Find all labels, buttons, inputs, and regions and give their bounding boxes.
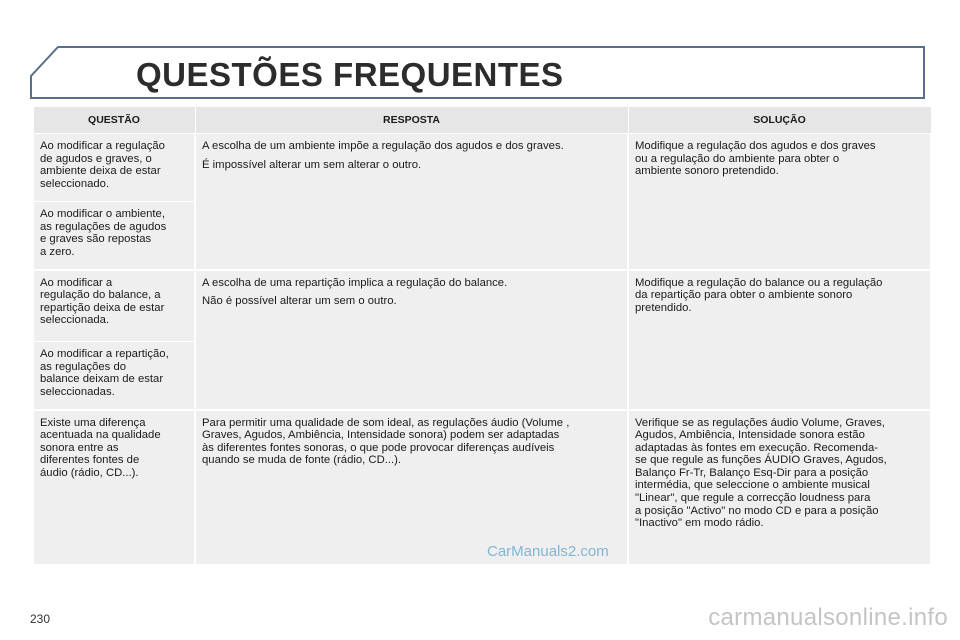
- question-line: de agudos e graves, o: [40, 152, 152, 165]
- table-row: [33, 270, 931, 342]
- solution-line: Verifique se as regulações áudio Volume, Graves,: [635, 416, 885, 429]
- solution-line: da repartição para obter o ambiente sonoro: [635, 289, 853, 302]
- question-line: Ao modificar a regulação: [40, 140, 165, 152]
- question-line: seleccionado.: [40, 177, 110, 190]
- answer-line: Graves, Agudos, Ambiência, Intensidade sonora) podem ser adaptadas: [202, 429, 560, 442]
- footer-watermark: carmanualsonline.info: [708, 604, 948, 631]
- column-header-solucao: SOLUÇÃO: [628, 107, 931, 134]
- solution-line: pretendido.: [635, 301, 692, 314]
- solution-cell: [628, 410, 931, 565]
- answer-cell: [195, 410, 628, 565]
- solution-line: ou a regulação do ambiente para obter o: [635, 152, 840, 165]
- answer-line: Não é possível alterar um sem o outro.: [202, 295, 397, 308]
- question-line: a zero.: [40, 245, 75, 258]
- question-line: Existe uma diferença: [40, 416, 146, 429]
- question-line: repartição deixa de estar: [40, 301, 165, 314]
- page-title: QUESTÕES FREQUENTES: [136, 56, 564, 93]
- question-line: regulação do balance, a: [40, 289, 161, 302]
- question-line: balance deixam de estar: [40, 373, 164, 386]
- solution-line: ambiente sonoro pretendido.: [635, 165, 779, 178]
- faq-table: [32, 106, 932, 565]
- question-line: Ao modificar a: [40, 276, 113, 289]
- table-header-row: [33, 107, 931, 134]
- question-cell: [33, 270, 195, 342]
- solution-cell: [628, 134, 931, 270]
- question-line: as regulações de agudos: [40, 220, 167, 233]
- solution-cell: [628, 270, 931, 410]
- answer-line: quando se muda de fonte (rádio, CD...).: [202, 454, 402, 467]
- question-line: as regulações do: [40, 360, 127, 373]
- question-line: Ao modificar o ambiente,: [40, 208, 165, 220]
- solution-line: intermédia, que seleccione o ambiente musical: [635, 479, 870, 492]
- watermark-link[interactable]: CarManuals2.com: [487, 543, 609, 560]
- solution-line: "Linear", que regule a correcção loudness para: [635, 492, 871, 505]
- answer-line: É impossível alterar um sem alterar o outro.: [202, 158, 422, 171]
- column-header-resposta: RESPOSTA: [195, 107, 628, 134]
- question-line: acentuada na qualidade: [40, 429, 161, 442]
- page-number: 230: [30, 612, 51, 626]
- answer-line: Para permitir uma qualidade de som ideal, as regulações áudio (Volume ,: [202, 416, 570, 429]
- solution-line: Balanço Fr-Tr, Balanço Esq-Dir para a posição: [635, 466, 869, 479]
- solution-line: Modifique a regulação dos agudos e dos graves: [635, 140, 876, 152]
- answer-cell: [195, 134, 628, 270]
- question-line: ambiente deixa de estar: [40, 165, 161, 178]
- question-cell: [33, 342, 195, 410]
- solution-line: Modifique a regulação do balance ou a regulação: [635, 276, 883, 289]
- solution-line: Agudos, Ambiência, Intensidade sonora estão: [635, 429, 865, 442]
- question-line: seleccionada.: [40, 314, 110, 327]
- table-row: [33, 410, 931, 565]
- question-cell: [33, 134, 195, 202]
- solution-line: "Inactivo" em modo rádio.: [635, 517, 764, 530]
- solution-line: a posição "Activo" no modo CD e para a posição: [635, 504, 879, 517]
- question-cell: [33, 202, 195, 270]
- answer-line: A escolha de uma repartição implica a regulação do balance.: [202, 276, 508, 289]
- solution-line: se que regule as funções ÁUDIO Graves, Agudos,: [635, 454, 887, 467]
- answer-cell: [195, 270, 628, 410]
- question-line: seleccionadas.: [40, 385, 115, 398]
- question-line: áudio (rádio, CD...).: [40, 466, 139, 479]
- answer-line: A escolha de um ambiente impõe a regulação dos agudos e dos graves.: [202, 140, 564, 152]
- question-line: diferentes fontes de: [40, 454, 140, 467]
- question-line: Ao modificar a repartição,: [40, 348, 169, 360]
- question-line: sonora entre as: [40, 441, 119, 454]
- question-cell: [33, 410, 195, 565]
- column-header-questao: QUESTÃO: [33, 107, 195, 134]
- answer-line: às diferentes fontes sonoras, o que pode provocar diferenças audíveis: [202, 441, 555, 454]
- table-row: [33, 134, 931, 202]
- solution-line: adaptadas às fontes em execução. Recomenda-: [635, 441, 879, 454]
- question-line: e graves são repostas: [40, 233, 152, 246]
